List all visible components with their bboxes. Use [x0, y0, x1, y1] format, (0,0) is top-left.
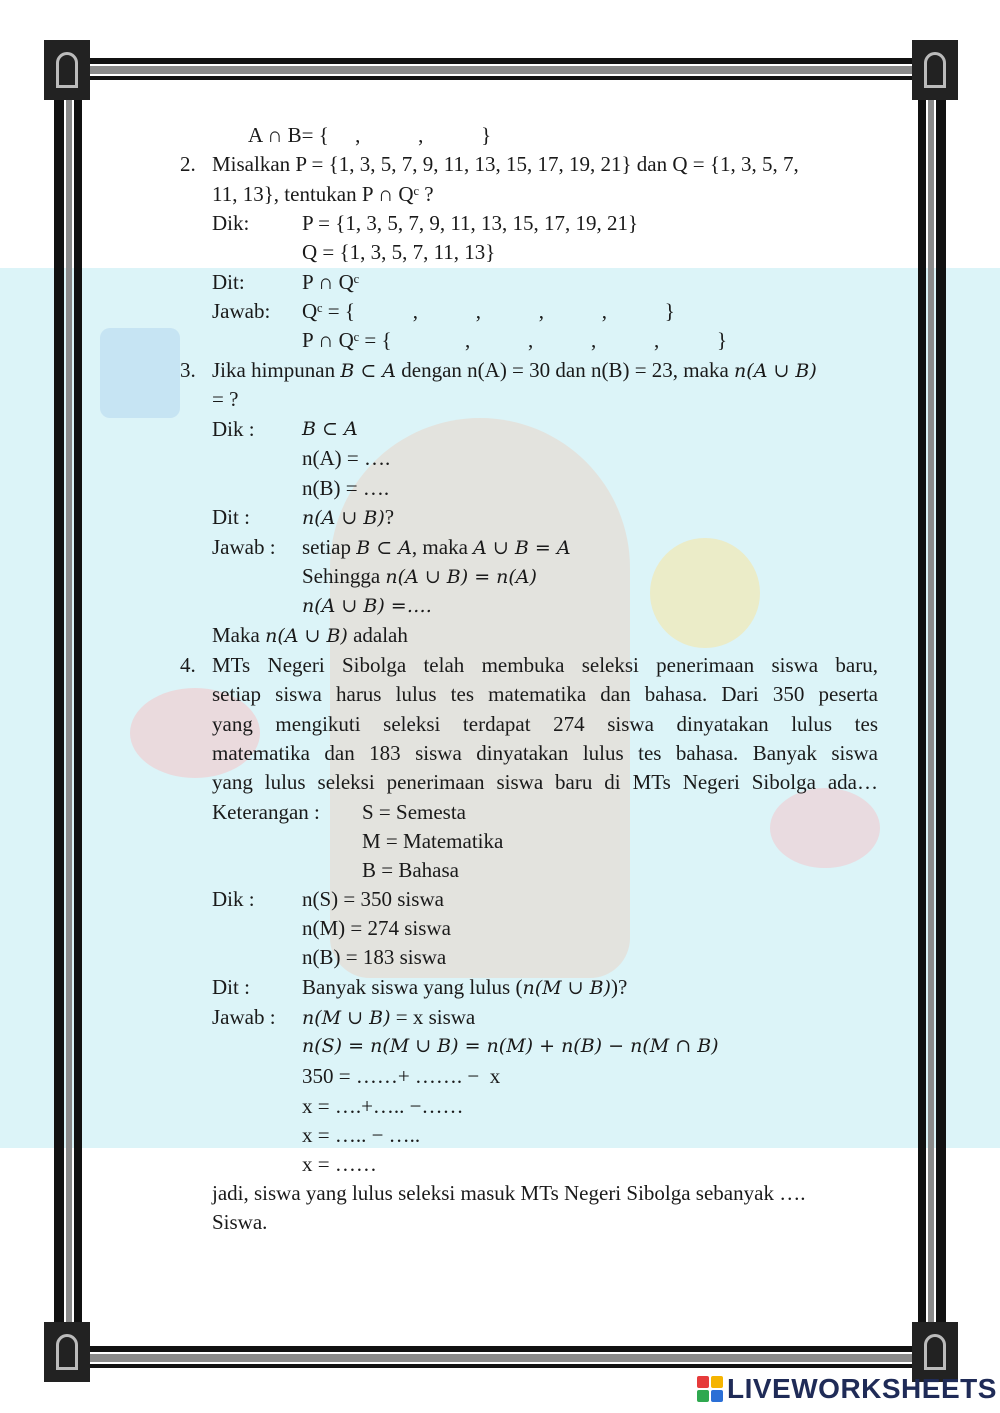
frame-left-inner [66, 60, 72, 1366]
text-segment: , maka [411, 535, 474, 559]
text-segment: Maka [212, 623, 266, 647]
frame-left [54, 60, 64, 1366]
text-line: n(A) = …. [302, 446, 391, 470]
math-expression: A ∪ B = A [473, 537, 571, 559]
book-illustration [100, 328, 180, 418]
question-number: 2. [180, 152, 196, 176]
question-number: 3. [180, 358, 196, 382]
question-text: MTs Negeri Sibolga telah membuka seleksi penerimaan siswa baru, [212, 653, 878, 677]
frame-top [60, 58, 940, 64]
question-text: yang lulus seleksi penerimaan siswa baru di MTs Negeri Sibolga ada… [212, 770, 878, 794]
question-text: setiap siswa harus lulus tes matematika dan bahasa. Dari 350 peserta [212, 682, 878, 706]
text-segment: )? [610, 975, 628, 999]
text-line: n(B) = 183 siswa [302, 945, 447, 969]
label: Dik : [212, 887, 255, 911]
frame-right [936, 60, 946, 1366]
math-expression: B ⊂ A [340, 360, 397, 382]
math-expression: n(A ∪ B) [734, 360, 817, 382]
text-line [302, 1003, 475, 1034]
frame-top-inner [60, 66, 940, 74]
watermark-text: LIVEWORKSHEETS [727, 1373, 997, 1404]
liveworksheets-logo-icon [697, 1376, 723, 1402]
liveworksheets-watermark [697, 1372, 997, 1406]
math-expression: n(A ∪ B) =…. [302, 595, 432, 617]
frame-bottom [60, 1346, 940, 1352]
text-segment: setiap [302, 535, 357, 559]
frame-right-inner2 [918, 60, 926, 1366]
label: Jawab: [212, 299, 271, 323]
flask-illustration [770, 788, 880, 868]
text-line [302, 562, 537, 593]
flask-illustration [650, 538, 760, 648]
text-line [212, 621, 408, 652]
text-line: P = {1, 3, 5, 7, 9, 11, 13, 15, 17, 19, 21} [302, 211, 639, 235]
question-text: 11, 13}, tentukan P ∩ Qᶜ ? [212, 182, 434, 206]
text-line [302, 503, 394, 534]
math-expression: n(A ∪ B) [302, 507, 385, 529]
frame-right-inner [928, 60, 934, 1366]
question-text: matematika dan 183 siswa dinyatakan lulus tes bahasa. Banyak siswa [212, 741, 878, 765]
label: Dit: [212, 270, 245, 294]
question-text: yang mengikuti seleksi terdapat 274 siswa dinyatakan lulus tes [212, 712, 878, 736]
frame-corner-top-left [44, 40, 90, 100]
frame-top-inner2 [60, 76, 940, 80]
math-expression: n(M ∪ B) [302, 1007, 391, 1029]
conclusion-text: jadi, siswa yang lulus seleksi masuk MTs Negeri Sibolga sebanyak …. [212, 1181, 806, 1205]
frame-bottom-inner2 [60, 1364, 940, 1368]
question-text [212, 356, 817, 387]
text-line: B = Bahasa [362, 858, 459, 882]
label: Jawab : [212, 535, 276, 559]
text-line [302, 973, 627, 1004]
math-expression: n(M ∪ B) [522, 977, 611, 999]
label: Dit : [212, 505, 250, 529]
answer-blank: x = ….. − ….. [302, 1123, 421, 1147]
text-line: n(B) = …. [302, 476, 390, 500]
conclusion-text: Siswa. [212, 1210, 268, 1234]
text-line: Q = {1, 3, 5, 7, 11, 13} [302, 240, 496, 264]
text-segment: adalah [347, 623, 408, 647]
frame-bottom-inner [60, 1354, 940, 1362]
text-segment: Banyak siswa yang lulus ( [302, 975, 523, 999]
math-expression: n(A ∪ B) [265, 625, 348, 647]
math-expression: n(S) = n(M ∪ B) = n(M) + n(B) − n(M ∩ B) [302, 1035, 719, 1057]
label: Jawab : [212, 1005, 276, 1029]
text-line: n(S) = 350 siswa [302, 887, 444, 911]
question-number: 4. [180, 653, 196, 677]
text-line: M = Matematika [362, 829, 504, 853]
label: Keterangan : [212, 800, 320, 824]
text-segment: = x siswa [390, 1005, 476, 1029]
answer-blank: x = …… [302, 1152, 377, 1176]
label: Dit : [212, 975, 250, 999]
math-expression: B ⊂ A [356, 537, 412, 559]
text-segment: ? [384, 505, 395, 529]
text-segment: Jika himpunan [212, 358, 341, 382]
answer-blank: 350 = ……+ ……. − x [302, 1064, 501, 1088]
text-segment: Sehingga [302, 564, 386, 588]
text-line: P ∩ Qᶜ [302, 270, 360, 294]
text-line: A ∩ B= { , , } [248, 123, 492, 147]
frame-left-inner2 [74, 60, 82, 1366]
answer-blank: Qᶜ = { , , , , } [302, 299, 675, 323]
question-text: Misalkan P = {1, 3, 5, 7, 9, 11, 13, 15, 17, 19, 21} dan Q = {1, 3, 5, 7, [212, 152, 799, 176]
text-line: S = Semesta [362, 800, 467, 824]
text-segment: dengan n(A) = 30 dan n(B) = 23, maka [396, 358, 735, 382]
math-expression: n(A ∪ B) = n(A) [385, 566, 537, 588]
math-expression: B ⊂ A [302, 418, 358, 440]
frame-corner-top-right [912, 40, 958, 100]
text-line: n(M) = 274 siswa [302, 916, 451, 940]
label: Dik: [212, 211, 250, 235]
text-line [302, 533, 571, 564]
answer-blank: x = ….+….. −…… [302, 1094, 464, 1118]
question-text: = ? [212, 387, 239, 411]
frame-corner-bottom-left [44, 1322, 90, 1382]
label: Dik : [212, 417, 255, 441]
answer-blank: P ∩ Qᶜ = { , , , , } [302, 328, 728, 352]
